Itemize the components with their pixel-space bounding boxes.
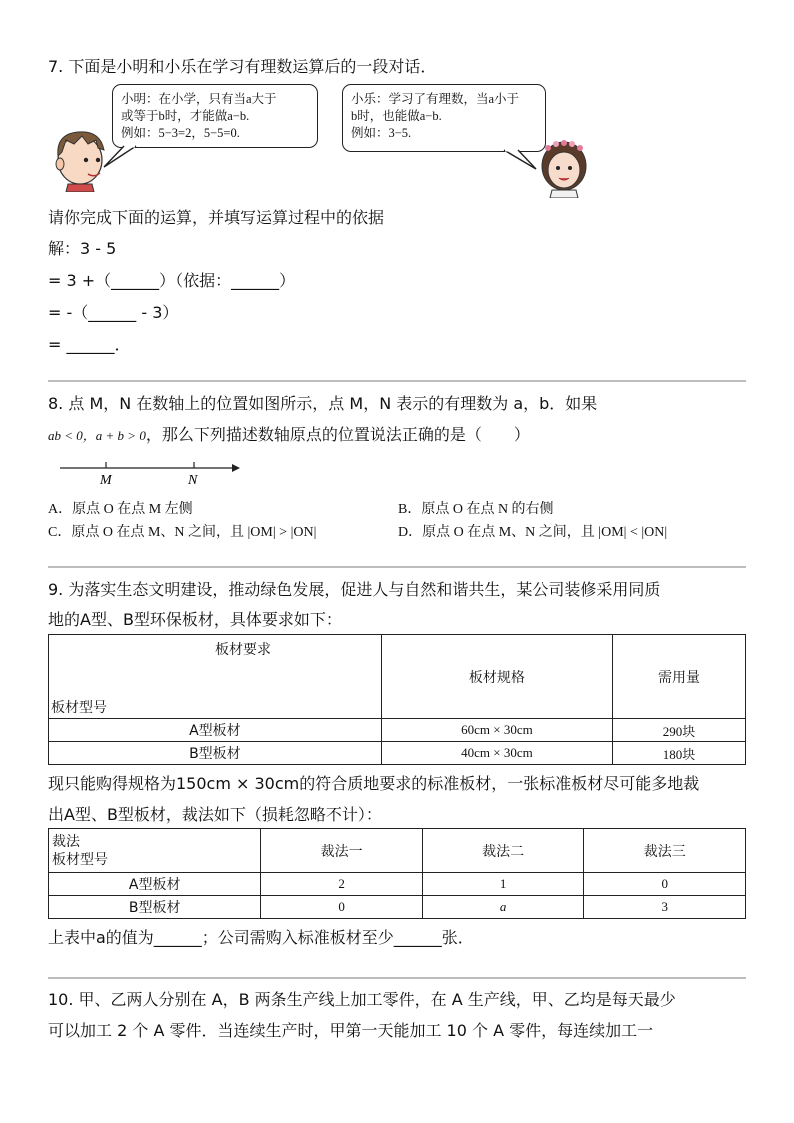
label-m: M [100,473,112,488]
bubble-tail-left-icon [102,145,142,169]
axis-arrow-icon [232,464,240,472]
q7-step-2: = 3 +（______）（依据：______） [48,271,296,290]
q9-line-1: 9. 为落实生态文明建设，推动绿色发展，促进人与自然和谐共生，某公司装修采用同质 [48,580,661,599]
q7-title: 7. 下面是小明和小乐在学习有理数运算后的一段对话． [48,57,437,76]
q7-step-3: = -（______ - 3） [48,303,179,322]
row-type: B型板材 [49,896,261,919]
method-header: 裁法一 [261,829,423,873]
corner-top-label: 裁法 [52,833,80,850]
q9-line-3: 现只能购得规格为150cm × 30cm的符合质地要求的标准板材，一张标准板材尽可能多地裁 [48,774,700,793]
qty-header: 需用量 [613,635,746,719]
option-a[interactable]: A．原点 O 在点 M 左侧 [48,502,193,517]
q8-title: 8. 点 M，N 在数轴上的位置如图所示，点 M，N 表示的有理数为 a，b．如果 [48,394,598,413]
q9-line-4: 出A型、B型板材，裁法如下（损耗忽略不计）： [48,805,382,824]
q8-line-2 [48,424,530,447]
q8-question: ，那么下列描述数轴原点的位置说法正确的是（ ） [145,425,530,444]
table-row [49,742,746,765]
bubble-tail-right-icon [500,149,540,171]
table-row [49,896,746,919]
q7-step-4: = ______． [48,335,131,354]
bubble-line: 例如：3−5. [351,126,412,140]
row-spec: 40cm × 30cm [381,742,612,765]
row-type: A型板材 [49,873,261,896]
table-row [49,719,746,742]
speech-bubble-xiaole [342,84,546,152]
q10-line-2: 可以加工 2 个 A 零件．当连续生产时，甲第一天能加工 10 个 A 零件，每连续加工一 [48,1021,654,1040]
q9-line-2: 地的A型、B型环保板材，具体要求如下： [48,610,342,629]
q10-line-1: 10. 甲、乙两人分别在 A，B 两条生产线上加工零件，在 A 生产线，甲、乙均是每天最少 [48,990,676,1009]
row-val: a [422,896,584,919]
bubble-line: 小明：在小学，只有当a大于 [121,92,277,106]
corner-bottom-label: 板材型号 [51,700,107,716]
option-c[interactable]: C．原点 O 在点 M、N 之间，且 |OM| > |ON| [48,525,317,540]
option-d[interactable]: D．原点 O 在点 M、N 之间，且 |OM| < |ON| [398,525,668,540]
corner-top-label: 板材要求 [215,642,271,658]
q7-step-1: 解：3 - 5 [48,239,117,258]
row-type: A型板材 [49,719,382,742]
q8-condition: ab < 0，a + b > 0 [48,428,146,443]
row-qty: 290块 [613,719,746,742]
bubble-line: 小乐：学习了有理数，当a小于 [351,92,520,106]
row-val: 0 [261,896,423,919]
cutting-table [48,828,746,919]
spec-table [48,634,746,765]
row-val: 0 [584,873,746,896]
row-val: 3 [584,896,746,919]
q9-line-5: 上表中a的值为______；公司需购入标准板材至少______张． [48,928,474,947]
girl-illustration-icon [536,136,592,198]
row-val: 1 [422,873,584,896]
label-n: N [188,473,198,488]
method-header: 裁法二 [422,829,584,873]
row-type: B型板材 [49,742,382,765]
bubble-line: 例如：5−3=2，5−5=0. [121,126,240,140]
method-header: 裁法三 [584,829,746,873]
table-row [49,873,746,896]
section-divider [48,977,746,979]
bubble-line: b时，也能做a−b. [351,109,442,123]
row-qty: 180块 [613,742,746,765]
bubble-line: 或等于b时，才能做a−b. [121,109,250,123]
section-divider [48,566,746,568]
boy-illustration-icon [48,126,110,192]
section-divider [48,380,746,382]
spec-header: 板材规格 [381,635,612,719]
number-line-diagram [56,458,242,488]
speech-bubble-xiaoming [112,84,318,148]
row-val: 2 [261,873,423,896]
option-b[interactable]: B．原点 O 在点 N 的右侧 [398,502,554,517]
corner-bottom-label: 板材型号 [52,851,108,868]
row-spec: 60cm × 30cm [381,719,612,742]
q7-prompt: 请你完成下面的运算，并填写运算过程中的依据 [48,208,385,227]
spec-table-corner [49,635,382,719]
cutting-table-corner [49,829,261,873]
